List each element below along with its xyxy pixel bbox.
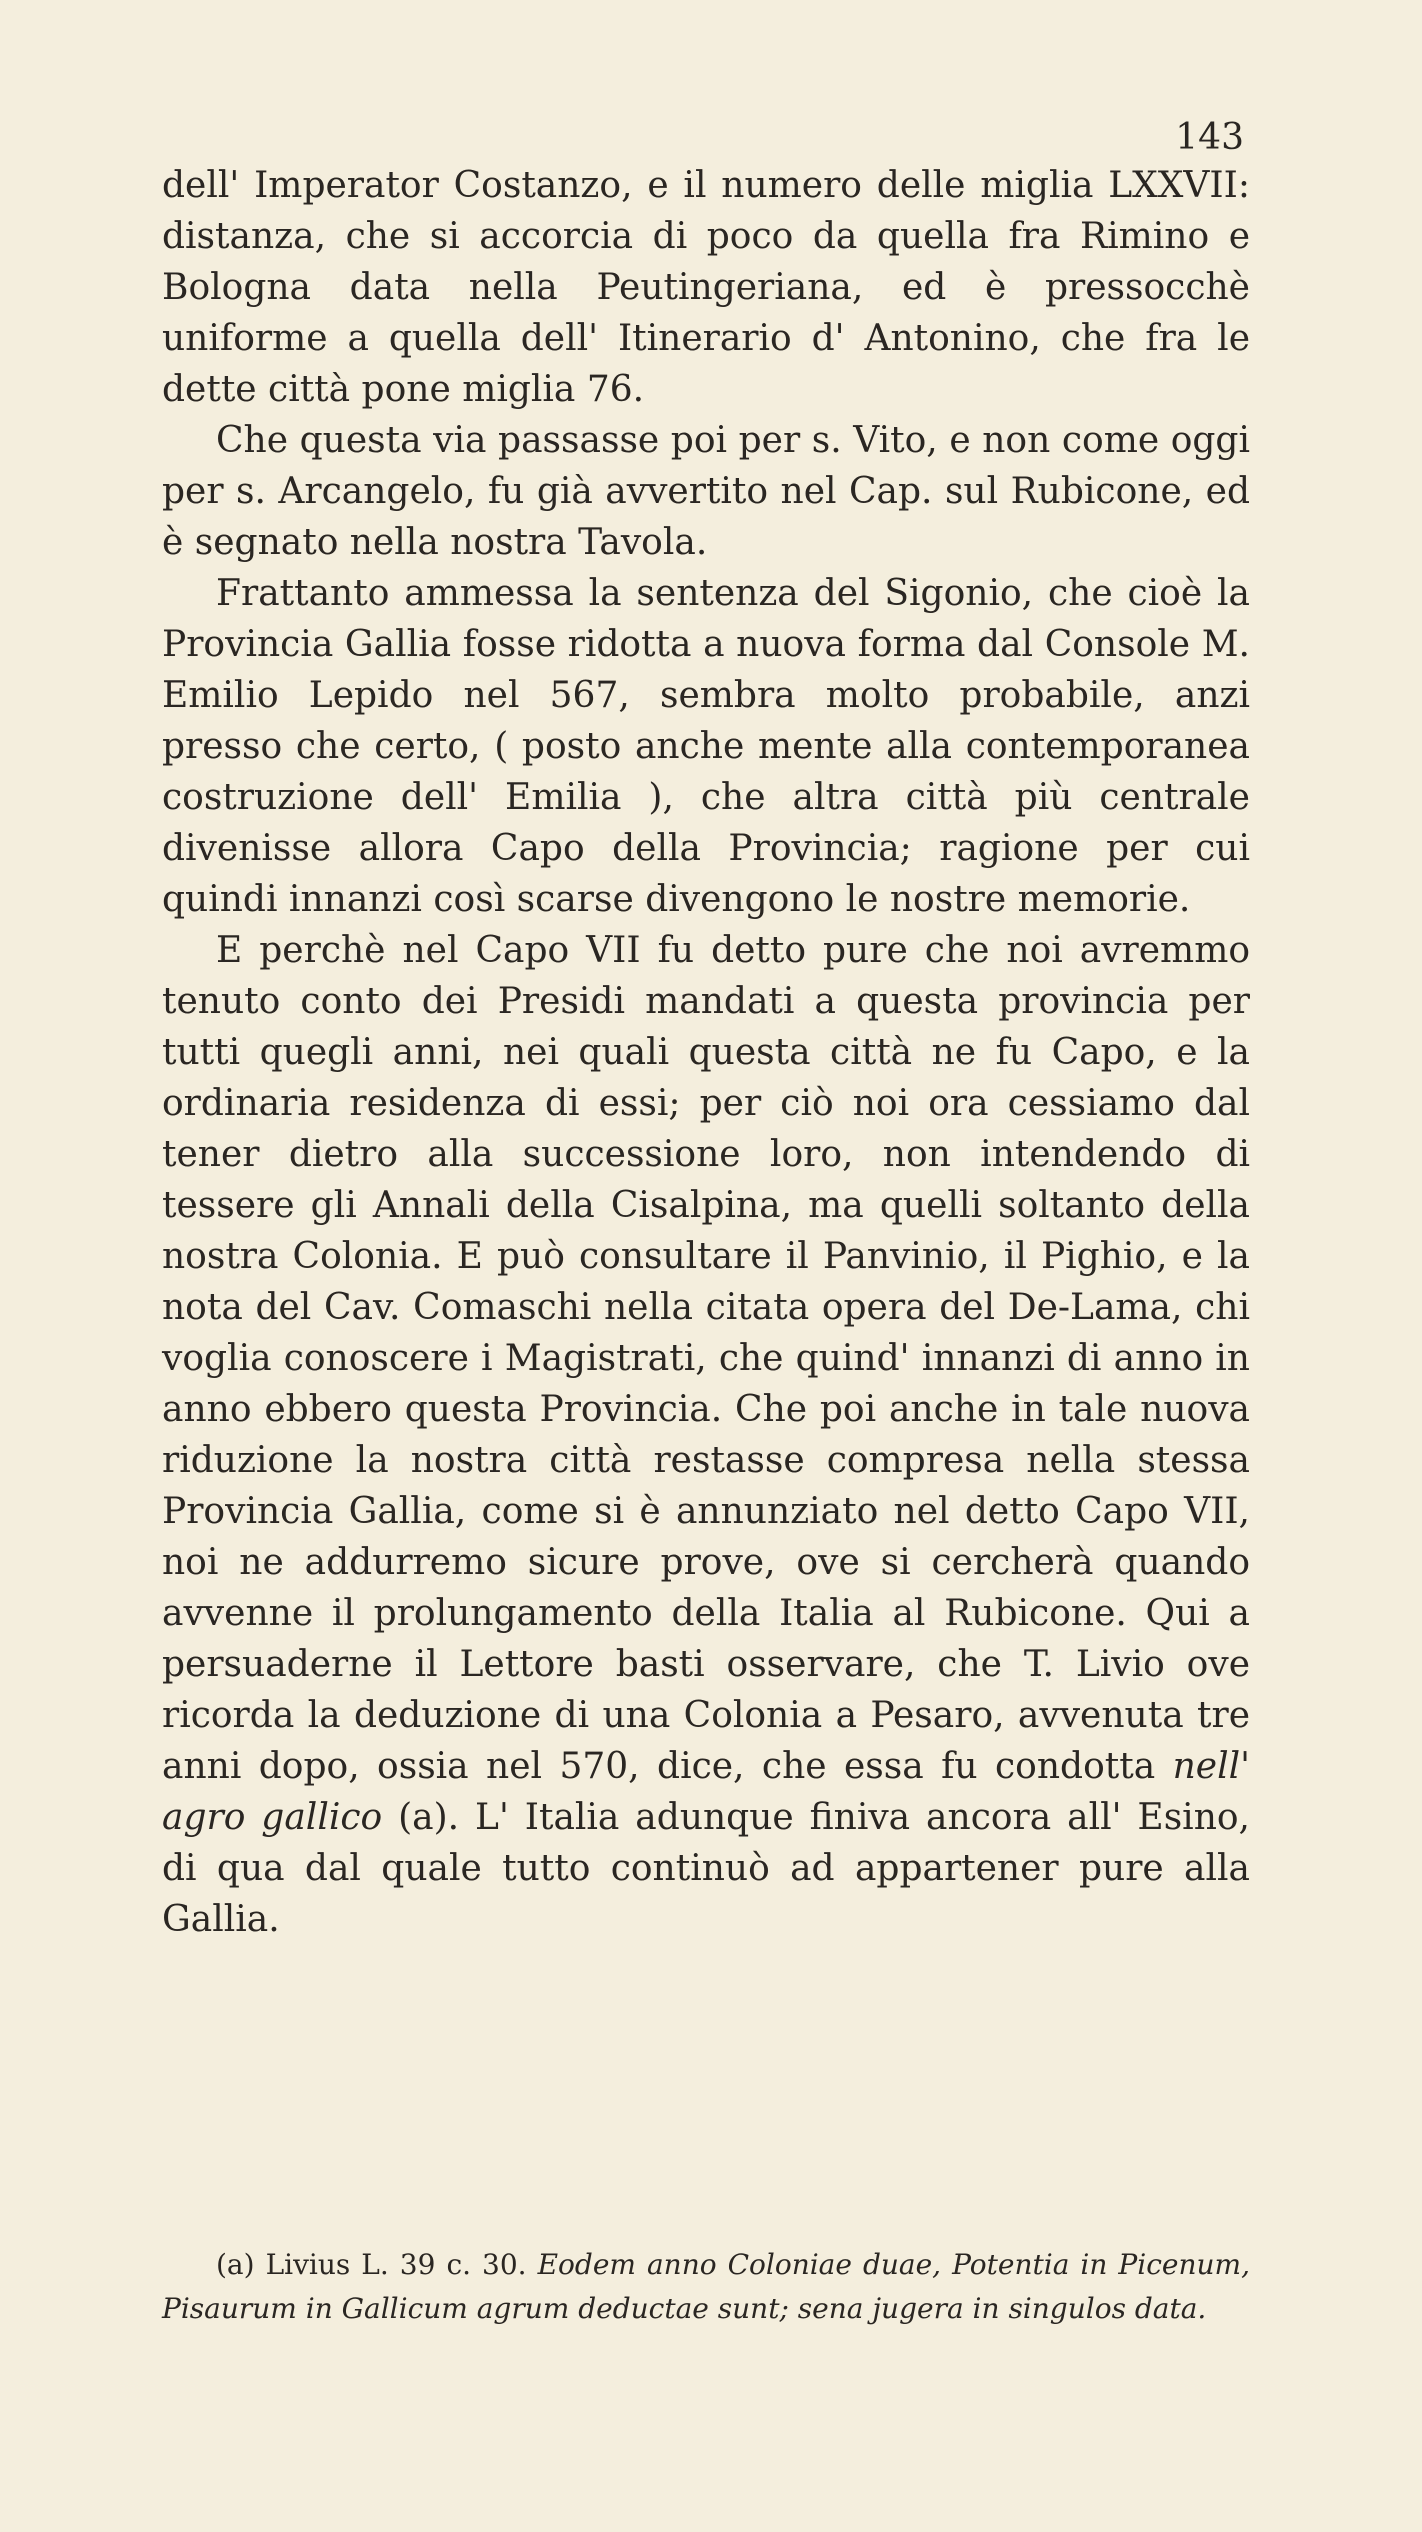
footnote-citation: Livius L. 39 c. 30. [265,2248,527,2281]
paragraph-3: Frattanto ammessa la sentenza del Sigonio, che cioè la Provincia Gallia fosse ridotta a nuova forma dal Console M. Emilio Lepido nel 567, sembra molto probabile, anzi presso che certo, ( posto anche mente alla contemporanea costruzione dell' Emilia ), che altra città più centrale divenisse allora Capo della Provincia; ragione per cui quindi innanzi così scarse divengono le nostre memorie. [162,573,1250,920]
paragraph-2: Che questa via passasse poi per s. Vito, e non come oggi per s. Arcangelo, fu già avvertito nel Cap. sul Rubicone, ed è segnato nella nostra Tavola. [162,420,1250,563]
paragraph-4-main: E perchè nel Capo VII fu detto pure che noi avremmo tenuto conto dei Presidi mandati a questa provincia per tutti quegli anni, nei quali questa città ne fu Capo, e la ordinaria residenza di essi; per ciò noi ora cessiamo dal tener dietro alla successione loro, non intendendo di tessere gli Annali della Cisalpina, ma quelli soltanto della nostra Colonia. E può consultare il Panvinio, il Pighio, e la nota del Cav. Comaschi nella citata opera del De-Lama, chi voglia conoscere i Magistrati, che quind' innanzi di anno in anno ebbero questa Provincia. Che poi anche in tale nuova riduzione la nostra città restasse compresa nella stessa Provincia Gallia, come si è annunziato nel detto Capo VII, noi ne addurremo sicure prove, ove si cercherà quando avvenne il prolungamento della Italia al Rubicone. Qui a persuaderne il Lettore basti osservare, che T. Livio ove ricorda la deduzione di una Colonia a Pesaro, avvenuta tre anni dopo, ossia nel 570, dice, che essa fu condotta [162,930,1250,1787]
paragraph-1: dell' Imperator Costanzo, e il numero delle miglia LXXVII: distanza, che si accorcia di poco da quella fra Rimino e Bologna data nella Peutingeriana, ed è pressocchè uniforme a quella dell' Itinerario d' Antonino, che fra le dette città pone miglia 76. [162,165,1250,410]
footnote [162,2243,1250,2331]
body-text [162,160,1250,1945]
italic-phrase: nell' agro gallico [162,1746,1250,1838]
paragraph-4 [162,925,1250,1945]
paragraph-4-end: (a). L' Italia adunque finiva ancora all' Esino, di qua dal quale tutto continuò ad appartener pure alla Gallia. [162,1797,1251,1940]
page-number: 143 [1175,117,1244,158]
footnote-text [162,2243,1250,2331]
footnote-marker: (a) [216,2248,255,2281]
footnote-quote: Eodem anno Coloniae duae, Potentia in Picenum, Pisaurum in Gallicum agrum deductae sunt; sena jugera in singulos data. [162,2248,1250,2325]
